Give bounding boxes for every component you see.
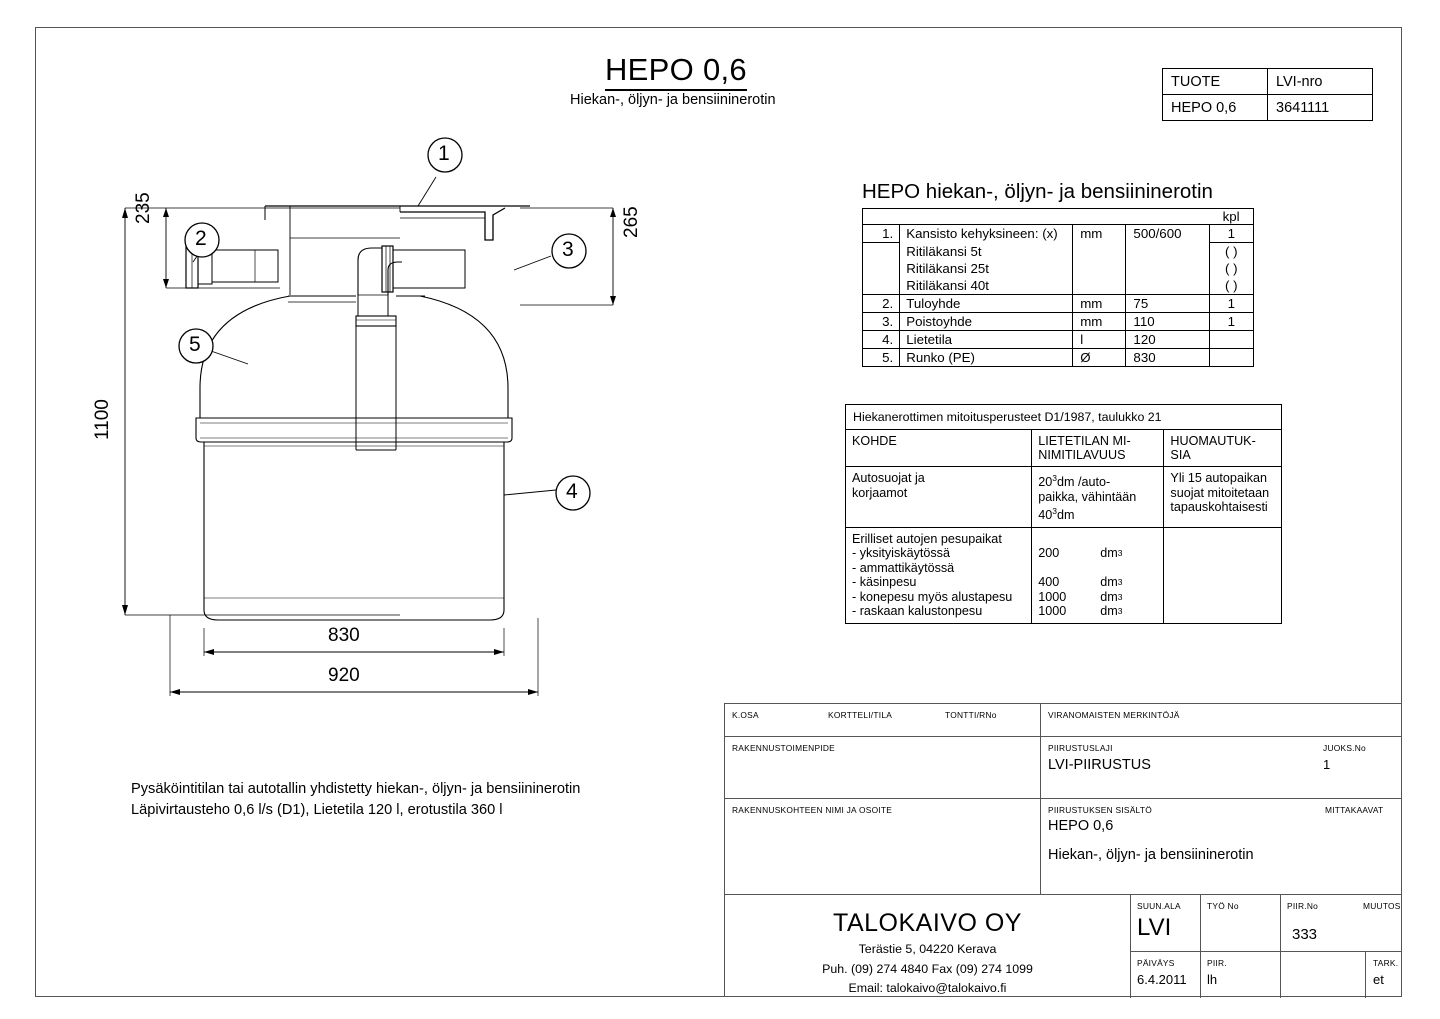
- mitoitus-header-tilavuus: [1032, 430, 1164, 467]
- mitoitus-row2-tilavuus: [1032, 527, 1164, 623]
- spec-row-kpl: 1: [1209, 295, 1253, 313]
- mitoitus-row1-v-c: [1038, 504, 1157, 523]
- arrow-down-265: [610, 296, 616, 305]
- spec-header-row: [863, 209, 1254, 225]
- mitoitus-row2-title: Erilliset autojen pesupaikat: [852, 531, 1002, 546]
- mitoitus-row1-huom-line3: tapauskohtaisesti: [1170, 500, 1268, 514]
- mitoitus-h-kohde-text: KOHDE: [852, 434, 897, 448]
- table-row: [1163, 69, 1373, 95]
- dim-label-920: 920: [328, 665, 360, 686]
- leader-4: [504, 490, 556, 495]
- balloon-1-label: 1: [438, 142, 450, 165]
- table-row: [846, 467, 1282, 528]
- arrow-down-235: [163, 279, 169, 288]
- dim-label-265: 265: [621, 206, 642, 238]
- spec-row-number: 1.: [863, 225, 900, 243]
- tb-vdivider-tyono: [1280, 895, 1281, 952]
- balloon-4-label: 4: [566, 480, 578, 503]
- mitoitus-row2-item-label: - konepesu myös alustapesu: [852, 589, 1013, 604]
- table-row: [863, 349, 1254, 367]
- spec-header-blank-value: [1126, 209, 1209, 225]
- description-line-2: Läpivirtausteho 0,6 l/s (D1), Lietetila 120 l, erotustila 360 l: [131, 802, 503, 818]
- outlet-stack: [356, 295, 396, 450]
- spec-row-unit: [1073, 260, 1126, 277]
- mitoitus-row2-value-unit: dm: [1100, 589, 1118, 604]
- mitoitus-header-kohde: [846, 430, 1032, 467]
- outlet-pipe-body: [393, 250, 465, 288]
- mitoitus-row2-value: [1038, 604, 1157, 619]
- spec-row-value: [1126, 260, 1209, 277]
- balloon-3-label: 3: [562, 238, 574, 261]
- tb-vdivider-suunala: [1200, 895, 1201, 998]
- flange-outline: [196, 418, 512, 442]
- table-row: [863, 313, 1254, 331]
- label-mittakaavat: MITTAKAAVAT: [1325, 805, 1384, 815]
- table-row: [846, 405, 1282, 430]
- dim-label-1100: 1100: [92, 399, 113, 440]
- value-tark: et: [1373, 972, 1384, 987]
- mitoitus-row2-value-sup: 3: [1117, 606, 1123, 617]
- dome-left-profile: [200, 296, 356, 418]
- value-sisalto-line1: HEPO 0,6: [1048, 818, 1114, 834]
- arrow-right-830: [494, 649, 504, 655]
- mitoitus-row1-huom-line1: Yli 15 autopaikan: [1170, 471, 1268, 485]
- stack-collar: [356, 316, 396, 326]
- mitoitus-row2-item-label: - raskaan kalustonpesu: [852, 604, 983, 619]
- label-muutos: MUUTOS: [1363, 901, 1401, 911]
- spec-header-blank-name: [900, 209, 1073, 225]
- label-paivays: PÄIVÄYS: [1137, 958, 1175, 968]
- mitoitus-row1-v-c-rest: dm: [1057, 508, 1075, 523]
- spec-row-unit: mm: [1073, 313, 1126, 331]
- mitoitus-row1-kohde: [846, 467, 1032, 528]
- arrow-left-830: [204, 649, 214, 655]
- mitoitus-row2-value-num: 400: [1038, 575, 1060, 590]
- mitoitus-row2-value-num: 200: [1038, 546, 1060, 561]
- spec-row-unit: mm: [1073, 225, 1126, 243]
- spec-row-name: Ritiläkansi 40t: [900, 277, 1073, 295]
- table-row: [863, 225, 1254, 243]
- mitoitus-row2-item-label: - käsinpesu: [852, 575, 917, 590]
- spec-row-name: Poistoyhde: [900, 313, 1073, 331]
- arrow-up-265: [610, 208, 616, 217]
- mitoitus-h-huom-line1: HUOMAUTUK-: [1170, 434, 1256, 448]
- spec-row-number: 5.: [863, 349, 900, 367]
- spec-row-kpl: ( ): [1209, 277, 1253, 295]
- value-piirno: 333: [1292, 926, 1318, 943]
- tb-row-1: [725, 704, 1401, 737]
- spec-row-value: 110: [1126, 313, 1209, 331]
- mitoitus-row1-huomautuksia: [1164, 467, 1282, 528]
- mitoitus-row2-value: [1038, 546, 1157, 561]
- lvi-number-value: 3641111: [1268, 95, 1373, 121]
- label-viranomaisten: VIRANOMAISTEN MERKINTÖJÄ: [1048, 710, 1180, 720]
- outlet-elbow-assembly: [358, 246, 465, 295]
- mitoitus-row2-value-num: 1000: [1038, 589, 1067, 604]
- spec-header-blank-no: [863, 209, 900, 225]
- label-tyono: TYÖ No: [1207, 901, 1239, 911]
- value-piir: lh: [1207, 972, 1218, 987]
- company-address-line3: Email: talokaivo@talokaivo.fi: [848, 981, 1007, 995]
- inlet-pipe-body: [212, 250, 278, 282]
- value-paivays: 6.4.2011: [1137, 972, 1187, 987]
- dimensioning-basis-table: [845, 404, 1282, 624]
- mitoitus-row2-value-unit: dm: [1100, 575, 1118, 590]
- mitoitus-row1-kohde-line2: korjaamot: [852, 485, 908, 500]
- spec-row-value: [1126, 243, 1209, 261]
- mitoitus-row1-v-a-rest: dm /auto-: [1057, 475, 1111, 490]
- spec-row-number: 2.: [863, 295, 900, 313]
- mitoitus-row1-tilavuus: [1032, 467, 1164, 528]
- value-juoksno: 1: [1323, 757, 1331, 772]
- label-piirustuslaji: PIIRUSTUSLAJI: [1048, 743, 1113, 753]
- spec-row-unit: mm: [1073, 295, 1126, 313]
- spec-row-name: Ritiläkansi 25t: [900, 260, 1073, 277]
- table-row: [863, 331, 1254, 349]
- title-block: [724, 703, 1402, 997]
- elbow-outer: [358, 248, 382, 295]
- arrow-right-920: [528, 689, 538, 695]
- mitoitus-row2-value-sup: 3: [1117, 591, 1123, 602]
- label-tonttirno: TONTTI/RNo: [945, 710, 997, 720]
- mitoitus-row2-value: [1038, 575, 1157, 590]
- value-sisalto-line2: Hiekan-, öljyn- ja bensiininerotin: [1048, 847, 1254, 863]
- mitoitus-row1-v-b: paikka, vähintään: [1038, 489, 1137, 504]
- mitoitus-caption: Hiekanerottimen mitoitusperusteet D1/1987, taulukko 21: [846, 405, 1282, 430]
- spec-row-kpl: 1: [1209, 225, 1253, 243]
- description-line-1: Pysäköintitilan tai autotallin yhdistetty hiekan-, öljyn- ja bensiininerotin: [131, 781, 581, 797]
- table-row: [846, 430, 1282, 467]
- mitoitus-row2-value-unit: dm: [1100, 546, 1118, 561]
- label-rakennuskohteen: RAKENNUSKOHTEEN NIMI JA OSOITE: [732, 805, 893, 815]
- spec-row-number: 3.: [863, 313, 900, 331]
- label-piirustuksen-sisalto: PIIRUSTUKSEN SISÄLTÖ: [1048, 805, 1152, 815]
- spec-row-name: Tuloyhde: [900, 295, 1073, 313]
- mitoitus-h-huom-line2: SIA: [1170, 448, 1191, 462]
- technical-drawing: [92, 120, 700, 700]
- table-row: [1163, 95, 1373, 121]
- label-piirno: PIIR.No: [1287, 901, 1319, 911]
- value-suunala: LVI: [1137, 914, 1172, 941]
- spec-row-name: Kansisto kehyksineen: (x): [900, 225, 1073, 243]
- dim-label-830: 830: [328, 625, 360, 646]
- mitoitus-row2-item-label: - ammattikäytössä: [852, 560, 955, 575]
- page-subtitle: Hiekan-, öljyn- ja bensiininerotin: [570, 92, 776, 108]
- product-name-value: HEPO 0,6: [1163, 95, 1268, 121]
- spec-row-unit: [1073, 277, 1126, 295]
- label-kosa: K.OSA: [732, 710, 759, 720]
- spec-row-value: 120: [1126, 331, 1209, 349]
- spec-row-value: [1126, 277, 1209, 295]
- mitoitus-row1-v-a-sup: 3: [1052, 473, 1058, 483]
- spec-header-blank-unit: [1073, 209, 1126, 225]
- spec-row-unit: [1073, 243, 1126, 261]
- mitoitus-row2-value-unit: dm: [1100, 604, 1118, 619]
- value-piirustuslaji: LVI-PIIRUSTUS: [1048, 757, 1151, 773]
- mitoitus-row2-value-num: 1000: [1038, 604, 1067, 619]
- spec-row-unit: Ø: [1073, 349, 1126, 367]
- page-title: HEPO 0,6: [605, 52, 747, 91]
- spec-row-unit: l: [1073, 331, 1126, 349]
- mitoitus-h-tilavuus-line1: LIETETILAN MI-: [1038, 434, 1131, 448]
- leader-1: [418, 177, 436, 206]
- leader-3: [514, 256, 551, 270]
- spec-table: [862, 208, 1254, 367]
- spec-table-title: HEPO hiekan-, öljyn- ja bensiininerotin: [862, 180, 1213, 203]
- label-korttelitila: KORTTELI/TILA: [828, 710, 893, 720]
- balloon-2-label: 2: [195, 227, 207, 250]
- table-row: [863, 260, 1254, 277]
- lvi-col-header: LVI-nro: [1268, 69, 1373, 95]
- arrow-down-1100: [122, 605, 128, 615]
- spec-row-value: 500/600: [1126, 225, 1209, 243]
- product-code-table: [1162, 68, 1373, 121]
- spec-row-name: Ritiläkansi 5t: [900, 243, 1073, 261]
- mitoitus-row2-value-sup: 3: [1117, 548, 1123, 559]
- spec-row-value: 75: [1126, 295, 1209, 313]
- spec-row-kpl: 1: [1209, 313, 1253, 331]
- company-name: TALOKAIVO OY: [833, 909, 1022, 937]
- spec-row-number: [863, 260, 900, 277]
- spec-row-name: Lietetila: [900, 331, 1073, 349]
- spec-row-kpl: [1209, 331, 1253, 349]
- cover-hatch-profile: [400, 208, 505, 240]
- mitoitus-row1-v-a-num: 20: [1038, 475, 1053, 490]
- mitoitus-row2-huomautuksia: [1164, 527, 1282, 623]
- company-address-line2: Puh. (09) 274 4840 Fax (09) 274 1099: [822, 961, 1033, 976]
- table-row: [863, 243, 1254, 261]
- mitoitus-row1-v-c-num: 40: [1038, 508, 1053, 523]
- description-block: [131, 779, 580, 821]
- dome-right-profile: [396, 296, 508, 418]
- mitoitus-row2-value: [1038, 590, 1157, 605]
- label-piir: PIIR.: [1207, 958, 1227, 968]
- label-suunala: SUUN.ALA: [1137, 901, 1181, 911]
- product-col-header: TUOTE: [1163, 69, 1268, 95]
- mitoitus-row1-kohde-line1: Autosuojat ja: [852, 471, 925, 485]
- mitoitus-h-tilavuus-line2: NIMITILAVUUS: [1038, 448, 1126, 462]
- label-tark: TARK.: [1373, 958, 1399, 968]
- spec-row-number: [863, 277, 900, 295]
- table-row: [846, 527, 1282, 623]
- mitoitus-row1-huom-line2: suojat mitoitetaan: [1170, 485, 1270, 500]
- label-juoksno: JUOKS.No: [1323, 743, 1366, 753]
- spec-row-value: 830: [1126, 349, 1209, 367]
- arrow-up-235: [163, 208, 169, 217]
- spec-row-kpl: ( ): [1209, 260, 1253, 277]
- label-rakennustoimenpide: RAKENNUSTOIMENPIDE: [732, 743, 836, 753]
- arrow-left-920: [170, 689, 180, 695]
- spec-row-kpl: [1209, 349, 1253, 367]
- spec-header-kpl: kpl: [1209, 209, 1253, 225]
- tb-vdivider-main: [1040, 704, 1041, 895]
- mitoitus-row2-item-label: - yksityiskäytössä: [852, 546, 950, 561]
- dim-label-235: 235: [133, 192, 154, 224]
- mitoitus-header-huomautuksia: [1164, 430, 1282, 467]
- company-address-line1: Terästie 5, 04220 Kerava: [858, 942, 997, 956]
- arrow-up-1100: [122, 208, 128, 218]
- flange-band: [196, 418, 512, 442]
- mitoitus-row1-v-a: [1038, 471, 1157, 490]
- mitoitus-row1-v-c-sup: 3: [1052, 506, 1058, 517]
- company-block: [725, 909, 1130, 997]
- mitoitus-row2-value-sup: 3: [1117, 577, 1123, 588]
- spec-row-kpl: ( ): [1209, 243, 1253, 261]
- spec-row-name: Runko (PE): [900, 349, 1073, 367]
- tb-vdivider-piir: [1280, 952, 1281, 998]
- spec-row-number: [863, 243, 900, 261]
- table-row: [863, 277, 1254, 295]
- balloon-5-label: 5: [189, 333, 201, 356]
- spec-row-number: 4.: [863, 331, 900, 349]
- tank-body: [204, 442, 504, 620]
- table-row: [863, 295, 1254, 313]
- leader-5: [211, 351, 248, 364]
- mitoitus-row2-kohde: [846, 527, 1032, 623]
- tb-vdivider-tark: [1365, 952, 1366, 998]
